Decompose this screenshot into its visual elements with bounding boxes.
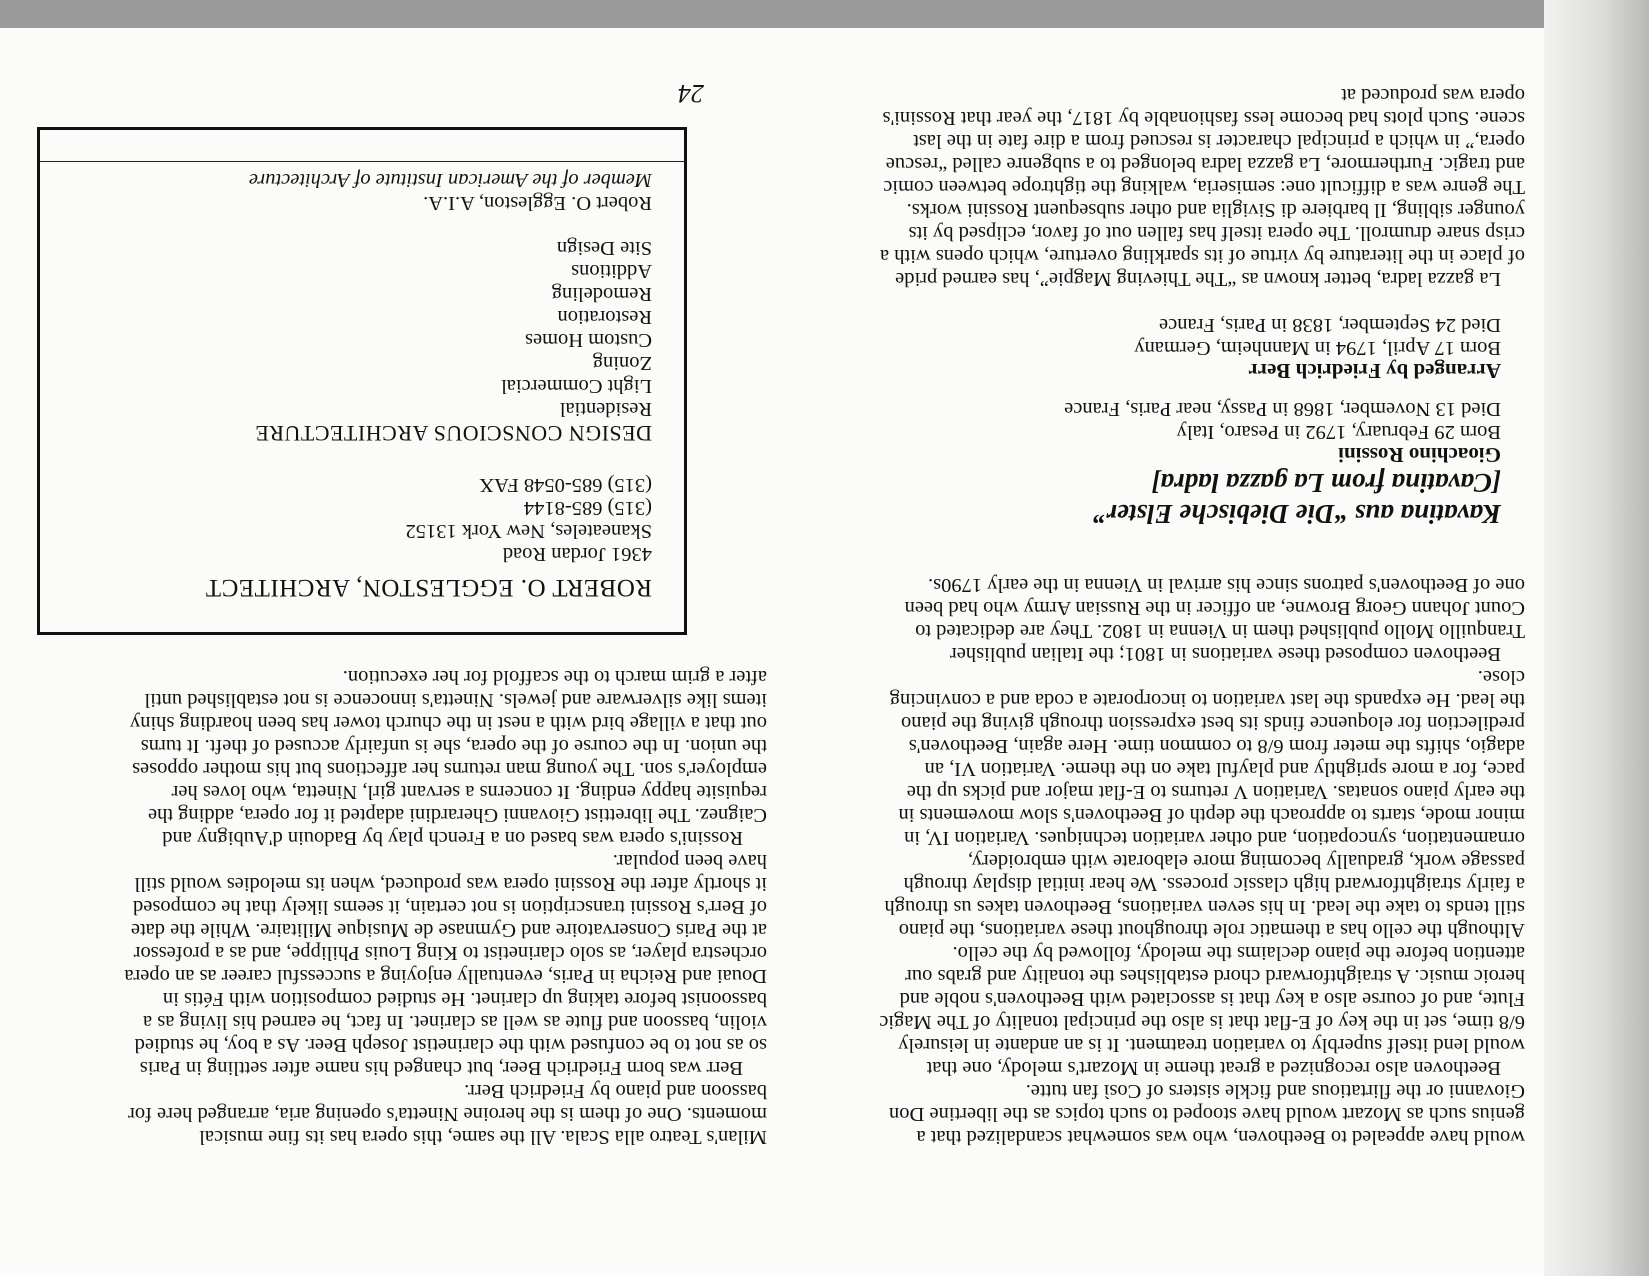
service-item: Restoration [557, 306, 652, 328]
service-item: Site Design [556, 237, 652, 259]
paragraph: Beethoven also recognized a great theme in Mozart's melody, one that would lend itself superbly to variation treatment. It is an andante in leisurely 6/8 time, set in the key of E-flat that is also the principal tonality of The Magic Flute, and of course also a key that is associated with Beethoven's noble and heroic music. A straightforward chord establishes the tonality and grabs our attention before the piano declaims the melody, followed by the cello. Although the cello has a thematic role throughout these variations, the piano still tends to take the lead. In his seven variations, Beethoven takes us through a fairly straightforward high classic process. We hear initial display through passage work, gradually becoming more elaborate with embroidery, ornamentation, syncopation, and other variation techniques. Variation IV, in minor mode, starts to approach the depth of Beethoven's slow movements in the early piano sonatas. Variation V returns to E-flat major and picks up the pace, for a more sprightly and playful take on the theme. Variation VI, an adagio, shifts the meter from 6/8 to common time. Here again, Beethoven's predilection for eloquence finds its best expression through giving the piano the lead. He expands the last variation to incorporate a coda and a convincing close. [879, 666, 1525, 1079]
ad-divider [40, 161, 684, 162]
arranger-born: Born 17 April, 1794 in Mannheim, Germany [1134, 337, 1501, 359]
architect-signature: Robert O. Eggleston, A.I.A. [423, 192, 652, 214]
composer-born: Born 29 February, 1792 in Pesaro, Italy [1176, 421, 1501, 443]
service-item: Remodeling [551, 283, 652, 305]
fax-number: (315) 685-0548 FAX [479, 474, 652, 496]
arranger-died: Died 24 September, 1838 in Paris, France [1159, 314, 1501, 336]
composer-died: Died 13 November, 1868 in Passy, near Paris, France [1064, 398, 1501, 420]
address-line: 4361 Jordan Road [502, 543, 652, 565]
scan-edge-shadow [0, 0, 1649, 28]
service-item: Residential [559, 398, 652, 420]
services-list [60, 236, 652, 420]
composer-name: Gioachino Rossini [1338, 443, 1501, 467]
piece-heading [875, 313, 1525, 529]
paragraph: Berr was born Friedrich Beer, but changed his name after settling in Paris so as not to be confused with the clarinetist Joseph Beer. As a boy, he studied violin, bassoon and flute as well as clarinet. In fact, he earned his living as a bassoonist before taking up clarinet. He studied composition with Fétis in Douai and Reicha in Paris, eventually enjoying a successful career as an opera orchestra player, as solo clarinetist to King Louis Philippe, and as a professor at the Paris Conservatoire and Gymnase de Musique Militaire. While the date of Berr's Rossini transcription is not certain, it seems likely that he composed it shortly after the Rossini opera was produced, when its melodies would still have been popular. [124, 850, 767, 1079]
left-column [875, 83, 1525, 1148]
service-item: Custom Homes [525, 329, 652, 351]
piece-title: Kavatina aus “Die Diebische Elster” [1092, 499, 1501, 529]
address-line: Skaneateles, New York 13152 [405, 520, 652, 542]
membership-line: Member of the American Institute of Architecture [248, 169, 652, 191]
service-item: Light Commercial [501, 375, 652, 397]
paragraph: La gazza ladra, better known as “The Thieving Magpie”, has earned pride of place in the literature by virtue of its sparkling overture, which opens with a crisp snare drumroll. The opera itself has fallen out of favor, eclipsed by its younger sibling, Il barbiere di Siviglia and other subsequent Rossini works. The genre was a difficult one: semiseria, walking the tightrope between comic and tragic. Furthermore, La gazza ladra belonged to a subgenre called “rescue opera,” in which a principal character is rescued from a dire fate in the last scene. Such plots had become less fashionable by 1817, the year that Rossini's opera was produced at [880, 84, 1525, 290]
piece-subtitle: [Cavatina from La gazza ladra] [1151, 468, 1501, 498]
architect-advertisement [37, 127, 687, 635]
service-item: Zoning [592, 352, 652, 374]
firm-tagline: DESIGN CONSCIOUS ARCHITECTURE [254, 421, 652, 446]
paragraph: Milan's Teatro alla Scala. All the same, this opera has its fine musical moments. One of them is the heroine Ninetta's opening aria, arranged here for bassoon and piano by Friedrich Berr. [128, 1080, 767, 1148]
phone-number: (315) 685-8144 [523, 497, 652, 519]
page-number: 24 [678, 79, 704, 108]
paragraph: Rossini's opera was based on a French play by Badouin d'Aubigny and Caignez. The librettist Giovanni Gherardini adapted it for opera, adding the requisite happy ending. It concerns a servant girl, Ninetta, who loves her employer's son. The young man returns her affections but his mother opposes the union. In the course of the opera, she is unfairly accused of theft. It turns out that a village bird with a nest in the church tower has been hoarding shiny items like silverware and jewels. Ninetta's innocence is not established until after a grim march to the scaffold for her execution. [129, 666, 767, 849]
right-column [117, 665, 767, 1148]
paragraph: Beethoven composed these variations in 1801; the Italian publisher Tranquillo Mollo published them in Vienna in 1802. They are dedicated to Count Johann Georg Browne, an officer in the Russian Army who had been one of Beethoven's patrons since his arrival in Vienna in the early 1790s. [904, 574, 1525, 665]
firm-name: ROBERT O. EGGLESTON, ARCHITECT [205, 574, 652, 601]
service-item: Additions [571, 260, 652, 282]
arranger-credit: Arranged by Friedrich Berr [1248, 359, 1501, 383]
paragraph: would have appealed to Beethoven, who was somewhat scandalized that a genius such as Mozart would have stooped to such topics as the libertine Don Giovanni or the flirtatious and fickle sisters of Così fan tutte. [889, 1080, 1525, 1148]
page-binding-shadow [1544, 0, 1649, 1276]
